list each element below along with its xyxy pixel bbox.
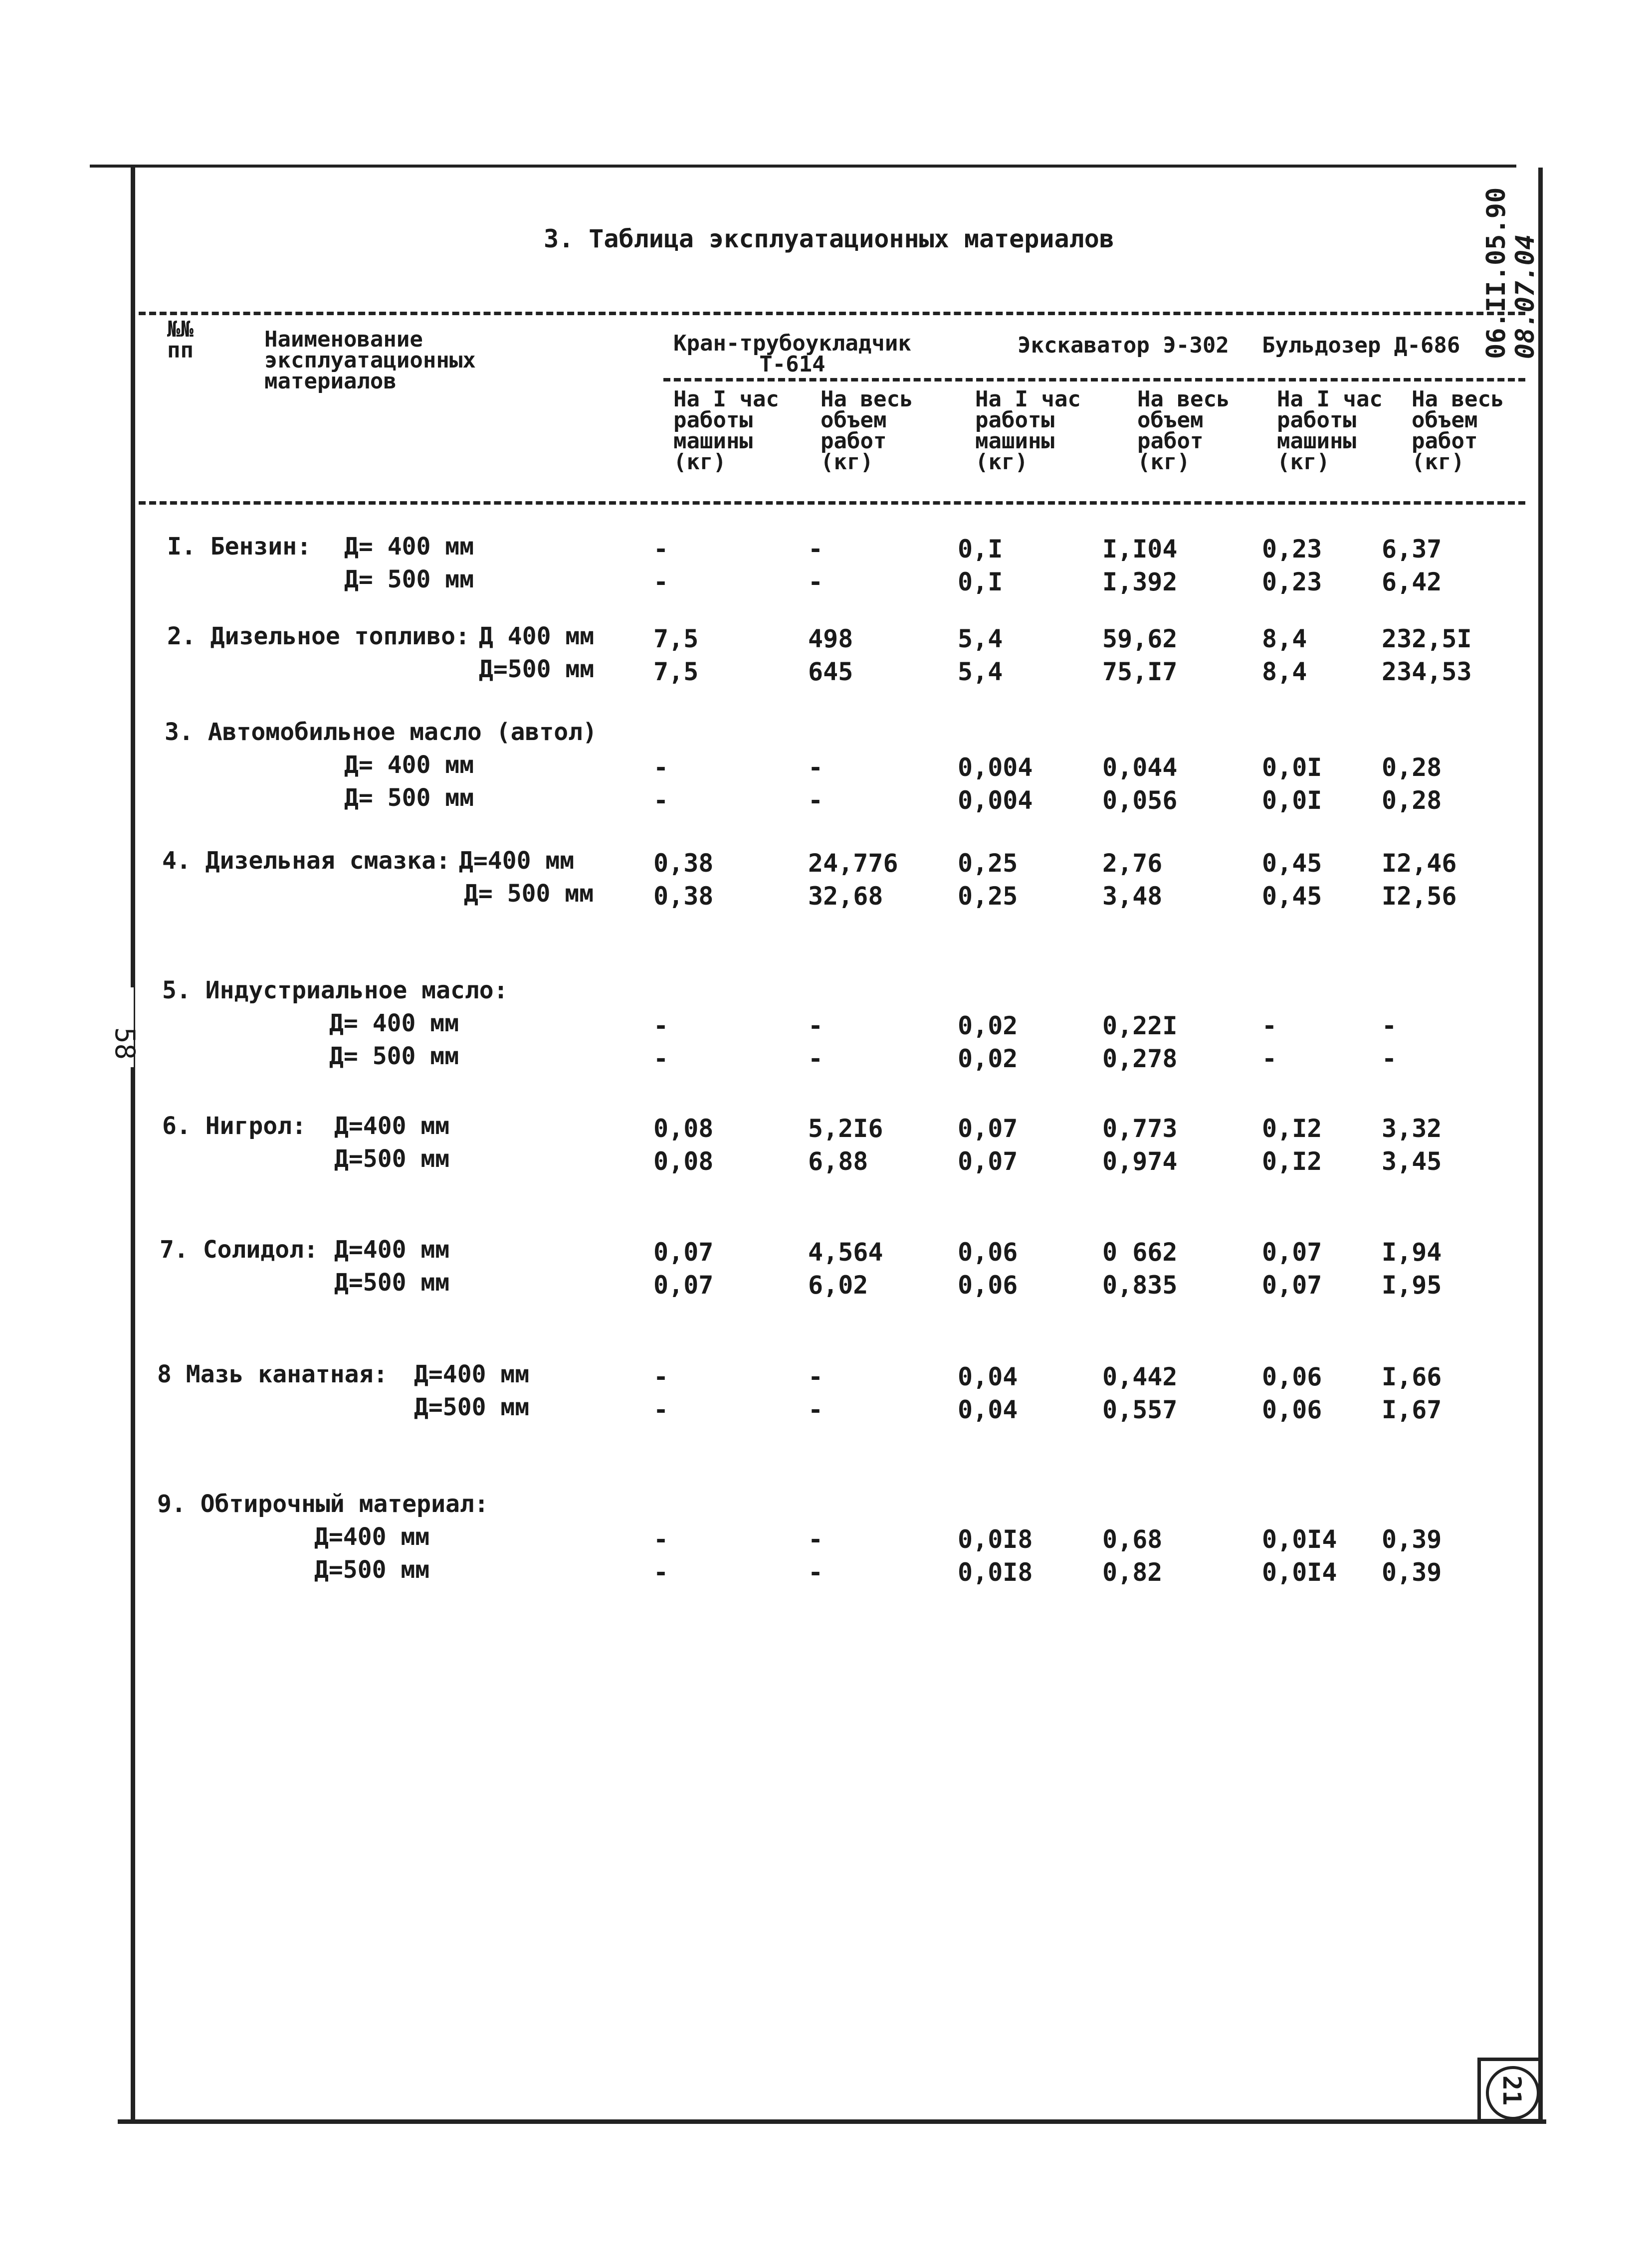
row-diameter-label: Д=400 мм	[334, 1236, 450, 1264]
table-cell: 0,39	[1382, 1525, 1442, 1554]
table-cell: 0,06	[1262, 1362, 1322, 1391]
frame-right-border	[1538, 168, 1543, 2122]
table-cell: 0,38	[653, 849, 714, 878]
table-cell: -	[653, 1525, 669, 1554]
table-cell: I,392	[1102, 567, 1178, 596]
page-title: 3. Таблица эксплуатационных материалов	[544, 224, 1114, 253]
header-group-bulldozer: Бульдозер Д-686	[1262, 333, 1460, 358]
row-diameter-label: Д=500 мм	[334, 1145, 450, 1173]
table-cell: 0,07	[958, 1147, 1018, 1176]
row-title: 6. Нигрол:	[162, 1112, 306, 1140]
table-cell: -	[808, 567, 824, 596]
table-cell: 0,044	[1102, 753, 1178, 782]
table-cell: -	[808, 786, 824, 815]
row-diameter-label: Д=500 мм	[414, 1393, 530, 1421]
table-cell: 0,06	[958, 1271, 1018, 1300]
header-crane-total: На весь объем работ (кг)	[821, 386, 913, 475]
table-cell: 0,23	[1262, 567, 1322, 596]
row-title: I. Бензин:	[167, 533, 311, 561]
table-cell: 0,004	[958, 786, 1033, 815]
table-cell: 0,45	[1262, 849, 1322, 878]
row-diameter-label: Д= 500 мм	[329, 1042, 459, 1070]
table-cell: 4,564	[808, 1238, 883, 1267]
table-cell: 0,06	[958, 1238, 1018, 1267]
table-cell: 0,004	[958, 753, 1033, 782]
table-cell: 0,835	[1102, 1271, 1178, 1300]
table-cell: 498	[808, 624, 853, 653]
table-cell: 0,04	[958, 1395, 1018, 1424]
table-cell: 0,0I	[1262, 786, 1322, 815]
table-cell: 0,278	[1102, 1044, 1178, 1073]
table-cell: 0 662	[1102, 1238, 1178, 1267]
table-cell: 0,07	[1262, 1271, 1322, 1300]
row-title: 7. Солидол:	[160, 1236, 318, 1264]
row-diameter-label: Д=400 мм	[314, 1523, 430, 1551]
table-cell: -	[1382, 1011, 1397, 1040]
table-cell: 3,32	[1382, 1114, 1442, 1143]
table-cell: 2,76	[1102, 849, 1163, 878]
table-cell: 0,I	[958, 567, 1003, 596]
table-cell: -	[1382, 1044, 1397, 1073]
table-cell: 0,08	[653, 1114, 714, 1143]
row-diameter-label: Д=400 мм	[414, 1360, 530, 1388]
table-cell: -	[1262, 1011, 1277, 1040]
table-cell: 0,04	[958, 1362, 1018, 1391]
header-group-excavator: Экскаватор Э-302	[1018, 333, 1229, 358]
row-diameter-label: Д= 500 мм	[344, 566, 474, 593]
header-group-crane: Кран-трубоукладчик Т-614	[673, 331, 911, 377]
frame-left-border	[131, 168, 135, 2122]
row-diameter-label: Д=400 мм	[459, 847, 575, 875]
header-excavator-total: На весь объем работ (кг)	[1137, 386, 1230, 475]
table-cell: 0,82	[1102, 1558, 1163, 1587]
row-diameter-label: Д=500 мм	[334, 1269, 450, 1297]
table-cell: 0,39	[1382, 1558, 1442, 1587]
table-cell: 8,4	[1262, 624, 1307, 653]
table-cell: 0,07	[653, 1238, 714, 1267]
table-cell: I,66	[1382, 1362, 1442, 1391]
table-cell: -	[808, 1362, 824, 1391]
table-cell: -	[808, 1011, 824, 1040]
table-cell: 0,557	[1102, 1395, 1178, 1424]
table-cell: -	[1262, 1044, 1277, 1073]
table-cell: -	[808, 1558, 824, 1587]
document-code-primary: 06.II.05.90	[1481, 187, 1511, 359]
frame-bottom-border	[118, 2119, 1546, 2124]
table-cell: 32,68	[808, 882, 883, 911]
table-cell: I,67	[1382, 1395, 1442, 1424]
table-cell: 232,5I	[1382, 624, 1472, 653]
table-cell: 645	[808, 657, 853, 686]
side-number: 58	[109, 1027, 141, 1060]
table-cell: 0,07	[1262, 1238, 1322, 1267]
table-cell: 0,22I	[1102, 1011, 1178, 1040]
table-cell: -	[653, 567, 669, 596]
table-cell: 3,45	[1382, 1147, 1442, 1176]
table-cell: 0,0I8	[958, 1558, 1033, 1587]
row-diameter-label: Д=400 мм	[334, 1112, 450, 1140]
header-group-rule	[663, 378, 1525, 381]
row-title: 2. Дизельное топливо:	[167, 622, 470, 650]
table-cell: -	[808, 535, 824, 564]
table-cell: 0,0I4	[1262, 1525, 1337, 1554]
table-cell: 5,4	[958, 624, 1003, 653]
table-cell: -	[808, 1395, 824, 1424]
table-cell: 0,23	[1262, 535, 1322, 564]
header-crane-per-hour: На I час работы машины (кг)	[673, 386, 779, 475]
table-cell: 0,0I8	[958, 1525, 1033, 1554]
row-diameter-label: Д= 400 мм	[344, 533, 474, 561]
table-cell: 5,2I6	[808, 1114, 883, 1143]
table-cell: 7,5	[653, 657, 699, 686]
table-cell: 3,48	[1102, 882, 1163, 911]
table-cell: 0,08	[653, 1147, 714, 1176]
table-cell: 0,28	[1382, 786, 1442, 815]
table-cell: 59,62	[1102, 624, 1178, 653]
page-number-box	[1477, 2058, 1542, 2122]
row-diameter-label: Д=500 мм	[314, 1556, 430, 1584]
row-diameter-label: Д=500 мм	[479, 655, 595, 683]
row-title: 5. Индустриальное масло:	[162, 976, 508, 1004]
row-diameter-label: Д 400 мм	[479, 622, 595, 650]
table-cell: 0,38	[653, 882, 714, 911]
row-diameter-label: Д= 400 мм	[344, 751, 474, 779]
header-top-rule	[139, 312, 1525, 315]
table-cell: 0,I2	[1262, 1147, 1322, 1176]
row-title: 4. Дизельная смазка:	[162, 847, 450, 875]
header-bulldozer-total: На весь объем работ (кг)	[1412, 386, 1504, 475]
table-cell: -	[653, 1044, 669, 1073]
table-cell: 0,45	[1262, 882, 1322, 911]
table-cell: 0,I2	[1262, 1114, 1322, 1143]
header-col-name: Наименование эксплуатационных материалов	[264, 327, 476, 394]
table-cell: 6,42	[1382, 567, 1442, 596]
table-cell: 8,4	[1262, 657, 1307, 686]
table-cell: 0,07	[653, 1271, 714, 1300]
table-cell: I2,46	[1382, 849, 1457, 878]
table-cell: -	[653, 1558, 669, 1587]
row-title: 8 Мазь канатная:	[157, 1360, 388, 1388]
table-cell: -	[808, 753, 824, 782]
top-rule	[90, 165, 1516, 168]
table-cell: 7,5	[653, 624, 699, 653]
table-cell: I2,56	[1382, 882, 1457, 911]
document-code-secondary: 08.07.04	[1510, 234, 1540, 359]
table-cell: 6,02	[808, 1271, 868, 1300]
table-cell: 0,773	[1102, 1114, 1178, 1143]
header-bulldozer-per-hour: На I час работы машины (кг)	[1277, 386, 1383, 475]
table-cell: 0,02	[958, 1011, 1018, 1040]
table-cell: 0,056	[1102, 786, 1178, 815]
table-cell: I,I04	[1102, 535, 1178, 564]
table-cell: 0,974	[1102, 1147, 1178, 1176]
table-cell: 6,88	[808, 1147, 868, 1176]
table-cell: 234,53	[1382, 657, 1472, 686]
table-cell: -	[653, 1362, 669, 1391]
table-cell: 24,776	[808, 849, 898, 878]
row-title: 9. Обтирочный материал:	[157, 1490, 489, 1518]
row-title: 3. Автомобильное масло (автол)	[165, 718, 597, 746]
header-excavator-per-hour: На I час работы машины (кг)	[975, 386, 1081, 475]
table-cell: -	[653, 1395, 669, 1424]
table-cell: 6,37	[1382, 535, 1442, 564]
table-cell: I,94	[1382, 1238, 1442, 1267]
row-diameter-label: Д= 500 мм	[344, 784, 474, 812]
table-cell: 0,25	[958, 882, 1018, 911]
table-cell: -	[653, 535, 669, 564]
table-cell: 0,0I4	[1262, 1558, 1337, 1587]
table-cell: 75,I7	[1102, 657, 1178, 686]
table-cell: 0,0I	[1262, 753, 1322, 782]
table-cell: -	[808, 1044, 824, 1073]
table-cell: 0,442	[1102, 1362, 1178, 1391]
header-col-number: №№ пп	[167, 317, 194, 363]
table-cell: 0,06	[1262, 1395, 1322, 1424]
table-cell: 0,68	[1102, 1525, 1163, 1554]
header-bottom-rule	[139, 501, 1525, 505]
page-number: 21	[1497, 2075, 1527, 2106]
document-code	[1466, 175, 1546, 364]
row-diameter-label: Д= 400 мм	[329, 1009, 459, 1037]
table-cell: -	[653, 786, 669, 815]
table-cell: 0,I	[958, 535, 1003, 564]
table-cell: 0,02	[958, 1044, 1018, 1073]
table-cell: 0,28	[1382, 753, 1442, 782]
table-cell: -	[808, 1525, 824, 1554]
table-cell: -	[653, 753, 669, 782]
row-diameter-label: Д= 500 мм	[464, 880, 594, 908]
table-cell: 0,07	[958, 1114, 1018, 1143]
table-cell: 0,25	[958, 849, 1018, 878]
table-cell: 5,4	[958, 657, 1003, 686]
table-cell: I,95	[1382, 1271, 1442, 1300]
table-cell: -	[653, 1011, 669, 1040]
